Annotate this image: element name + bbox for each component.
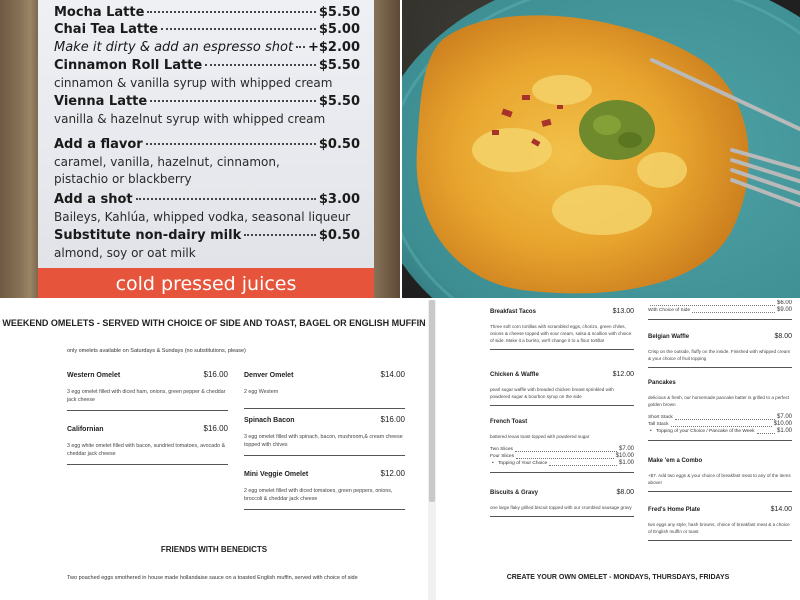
drink-item-shot: [54, 192, 360, 224]
item-name: Pancakes: [648, 380, 676, 386]
photo-divider: [400, 0, 402, 298]
item-divider: [67, 464, 228, 465]
drink-name: Make it dirty & add an espresso shot: [54, 40, 294, 55]
drink-desc: caramel, vanilla, hazelnut, cinnamon,: [54, 155, 280, 169]
drink-name: Mocha Latte: [54, 5, 145, 20]
item-desc: Three soft corn tortillas with scrambled eggs, chorizo, green chiles, onions & cheese topped with sour cream, salsa & scallion with choice of side. Make it a burrito, we'll change it to a flour tortilla!: [490, 324, 632, 343]
omelet-photo: [402, 0, 800, 298]
wood-table-edge: [370, 0, 400, 298]
price-line-bullet: [648, 428, 792, 435]
item-name: Biscuits & Gravy: [490, 490, 539, 496]
line-price: $1.00: [776, 428, 792, 434]
drink-item-flavor: [54, 137, 360, 186]
drink-menu-card: [38, 0, 374, 298]
weekend-omelets-page: [0, 300, 434, 600]
item-name: Fred's Home Plate: [648, 507, 701, 513]
drink-name: Chai Tea Latte: [54, 22, 159, 37]
drink-price: $5.00: [318, 22, 360, 37]
line-price: $7.00: [776, 414, 792, 420]
menu-item-combo: [648, 458, 792, 492]
juice-banner: cold pressed juices: [38, 268, 374, 298]
item-name: Denver Omelet: [244, 372, 294, 379]
item-name: Make 'em a Combo: [648, 458, 703, 464]
menu-item-freds-home-plate: [648, 506, 792, 541]
item-divider: [244, 509, 405, 510]
drink-price: $3.00: [318, 192, 360, 207]
item-divider: [648, 367, 792, 368]
item-price: $8.00: [616, 489, 634, 496]
menu-item-western-omelet: [67, 370, 228, 411]
item-price: $14.00: [770, 506, 792, 513]
item-desc: 3 egg omelet filled with diced ham, onions, green pepper & cheddar jack cheese: [67, 389, 226, 403]
item-desc: 2 egg Western: [244, 389, 279, 395]
line-price: $7.00: [618, 446, 634, 452]
menu-item-mini-veggie: [244, 469, 405, 510]
drink-name: Vienna Latte: [54, 94, 148, 109]
benedicts-heading: FRIENDS WITH BENEDICTS: [160, 545, 268, 554]
item-divider: [490, 516, 634, 517]
drink-desc: cinnamon & vanilla syrup with whipped cream: [54, 76, 333, 90]
item-price: $8.00: [774, 333, 792, 340]
price-line-bullet: [490, 460, 634, 467]
menu-item-californian: [67, 424, 228, 465]
menu-item-pancakes: [648, 380, 792, 441]
breakfast-menu-page: [436, 300, 800, 600]
line-label: Tall Stack: [648, 422, 669, 427]
drink-desc-2: pistachio or blackberry: [54, 172, 192, 186]
item-price: $16.00: [203, 370, 228, 379]
drink-name: Add a shot: [54, 192, 133, 207]
drink-item-nondairy: [54, 228, 360, 260]
item-divider: [244, 455, 405, 456]
item-name: Californian: [67, 426, 104, 433]
item-desc: pearl sugar waffle with breaded chicken breast sprinkled with powdered sugar & bourbon syrup on the side: [490, 387, 614, 399]
item-price: $12.00: [612, 371, 634, 378]
drink-desc: Baileys, Kahlúa, whipped vodka, seasonal liqueur: [54, 210, 351, 224]
line-label: • Topping of Your Choice: [498, 461, 548, 466]
omelets-scroll-thumb[interactable]: [429, 300, 435, 502]
side-price-lines: [648, 300, 792, 320]
line-label: • Topping of your Choice / Pancake of the Week: [656, 429, 755, 434]
drink-price: $5.50: [318, 58, 360, 73]
drink-price: $5.50: [318, 5, 360, 20]
item-price: $14.00: [380, 370, 405, 379]
menu-item-denver-omelet: [244, 370, 405, 409]
menu-item-belgian-waffle: [648, 333, 792, 368]
drink-price: $0.50: [318, 137, 360, 152]
item-name: Spinach Bacon: [244, 417, 295, 424]
item-desc: delicious & fresh, our homemade pancake batter is grilled to a perfect golden brown: [648, 395, 790, 407]
drink-item-mocha: [54, 5, 360, 20]
drink-desc: vanilla & hazelnut syrup with whipped cream: [54, 112, 326, 126]
menu-item-breakfast-tacos: [490, 308, 634, 350]
line-label: Short Stack: [648, 415, 673, 420]
item-desc: one large flaky grilled biscuit topped with our crumbled sausage gravy: [490, 505, 632, 510]
item-name: Belgian Waffle: [648, 334, 690, 340]
item-divider: [490, 349, 634, 350]
item-divider: [244, 408, 405, 409]
item-price: $12.00: [380, 469, 405, 478]
item-divider: [490, 472, 634, 473]
item-divider: [648, 540, 792, 541]
item-price: $16.00: [380, 415, 405, 424]
item-name: Chicken & Waffle: [490, 372, 539, 378]
item-desc: 2 egg omelet filled with diced tomatoes, green peppers, onions, broccoli & cheddar jack cheese: [244, 488, 393, 502]
item-desc: +$7. Add two eggs & your choice of breakfast meat to any of the items above!: [648, 473, 791, 485]
create-omelet-heading: CREATE YOUR OWN OMELET - MONDAYS, THURSDAYS, FRIDAYS: [506, 574, 730, 581]
drink-item-vienna: [54, 94, 360, 126]
item-divider: [648, 319, 792, 320]
drink-price: +$2.00: [307, 40, 360, 55]
menu-item-french-toast: [490, 419, 634, 473]
line-label: With Choice of Side: [648, 308, 691, 313]
drink-price: $0.50: [318, 228, 360, 243]
line-price: $9.00: [776, 307, 792, 313]
drink-item-chai: [54, 22, 360, 37]
line-label: Two Slices: [490, 447, 513, 452]
drink-name: Cinnamon Roll Latte: [54, 58, 203, 73]
item-price: $13.00: [612, 308, 634, 315]
drink-item-dirty: [54, 40, 360, 55]
line-price: $10.00: [615, 453, 634, 459]
omelets-heading: WEEKEND OMELETS - SERVED WITH CHOICE OF SIDE AND TOAST, BAGEL OR ENGLISH MUFFIN: [2, 318, 426, 328]
drink-price: $5.50: [318, 94, 360, 109]
item-divider: [67, 410, 228, 411]
item-desc: two eggs any style, hash browns, choice of breakfast meat & a choice of English muffin or toast: [648, 522, 790, 534]
item-name: Western Omelet: [67, 372, 121, 379]
item-name: Breakfast Tacos: [490, 309, 536, 315]
menu-item-chicken-waffle: [490, 371, 634, 406]
item-name: Mini Veggie Omelet: [244, 471, 309, 478]
item-desc: Crisp on the outside, fluffy on the inside. Finished with whipped cream & your choice of fruit topping: [648, 349, 791, 361]
line-price: $1.00: [618, 460, 634, 466]
omelets-note: only omelets available on Saturdays & Sundays (no substitutions, please): [67, 348, 246, 354]
line-price: $10.00: [773, 421, 792, 427]
item-price: $16.00: [203, 424, 228, 433]
drink-menu-photo: [0, 0, 400, 298]
item-divider: [648, 440, 792, 441]
item-desc: battered texas toast topped with powdered sugar: [490, 434, 590, 439]
drink-name: Add a flavor: [54, 137, 143, 152]
item-divider: [490, 405, 634, 406]
menu-item-spinach-bacon: [244, 415, 405, 456]
drink-desc: almond, soy or oat milk: [54, 246, 196, 260]
item-desc: 3 egg omelet filled with spinach, bacon, mushroom,& cream cheese topped with chives: [244, 434, 403, 448]
drink-name: Substitute non-dairy milk: [54, 228, 242, 243]
item-desc: 3 egg white omelet filled with bacon, sundried tomatoes, avocado & cheddar jack cheese: [67, 443, 226, 457]
menu-item-biscuits-gravy: [490, 489, 634, 517]
price-line: [648, 307, 792, 314]
item-divider: [648, 491, 792, 492]
line-label: Four Slices: [490, 454, 514, 459]
item-name: French Toast: [490, 419, 528, 425]
benedicts-note: Two poached eggs smothered in house made hollandaise sauce on a toasted English muffin, served with choice of side: [67, 575, 358, 581]
omelet-plate-illustration: [402, 0, 800, 298]
drink-item-cinnamon: [54, 58, 360, 90]
line-price: $6.00: [776, 300, 792, 306]
